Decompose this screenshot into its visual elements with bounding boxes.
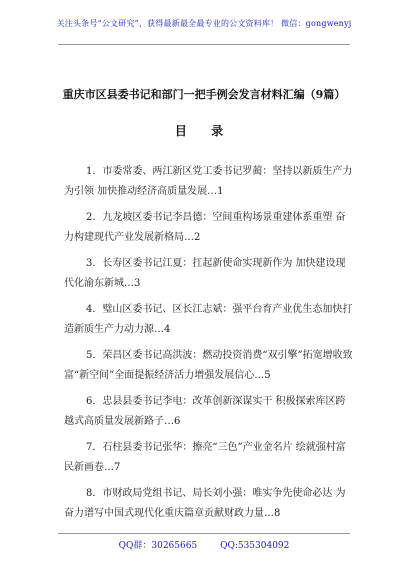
header-promo-note: 关注头条号“公文研究”，获得最新最全最专业的公文资料库！ 微信：gongwenyj [56,19,352,28]
toc-item: 2．九龙坡区委书记李昌德：空间重构场景重建体系重塑 奋力构建现代产业发展新格局…2 [64,212,346,243]
toc-item: 6．忠县县委书记李电：改革创新深谋实干 积极探索库区跨越式高质量发展新路子…6 [64,396,346,427]
toc-item: 5．荣昌区委书记高洪波：燃动投资消费“双引擎”拓宽增收致富“新空间”全面提振经济活力增强发展信心…5 [64,350,353,381]
table-of-contents [64,162,354,530]
toc-item: 4．璧山区委书记、区长江志斌：强平台育产业优生态加快打造新质生产力动力源…4 [64,304,353,335]
toc-heading: 目 录 [174,124,234,138]
footer-divider [58,533,350,534]
footer-qq-group: QQ群：30265665 [118,541,198,551]
toc-item: 1．市委常委、两江新区党工委书记罗蔺：坚持以新质生产力为引领 加快推动经济高质量发展…1 [64,166,353,197]
toc-item: 3．长寿区委书记江夏：扛起新使命实现新作为 加快建设现代化渝东新城…3 [64,258,346,289]
toc-item: 7．石柱县委书记张华：擦亮“三色”产业金名片 绘就强村富民新画卷…7 [64,442,346,473]
toc-item: 8．市财政局党组书记、局长刘小强：唯实争先使命必达 为奋力谱写中国式现代化重庆篇章贡献财政力量…8 [64,488,346,519]
footer-contacts [0,538,408,551]
header-divider [58,44,350,45]
footer-qq: QQ:535304092 [220,541,290,551]
document-title: 重庆市区县委书记和部门一把手例会发言材料汇编（9篇） [62,88,346,101]
